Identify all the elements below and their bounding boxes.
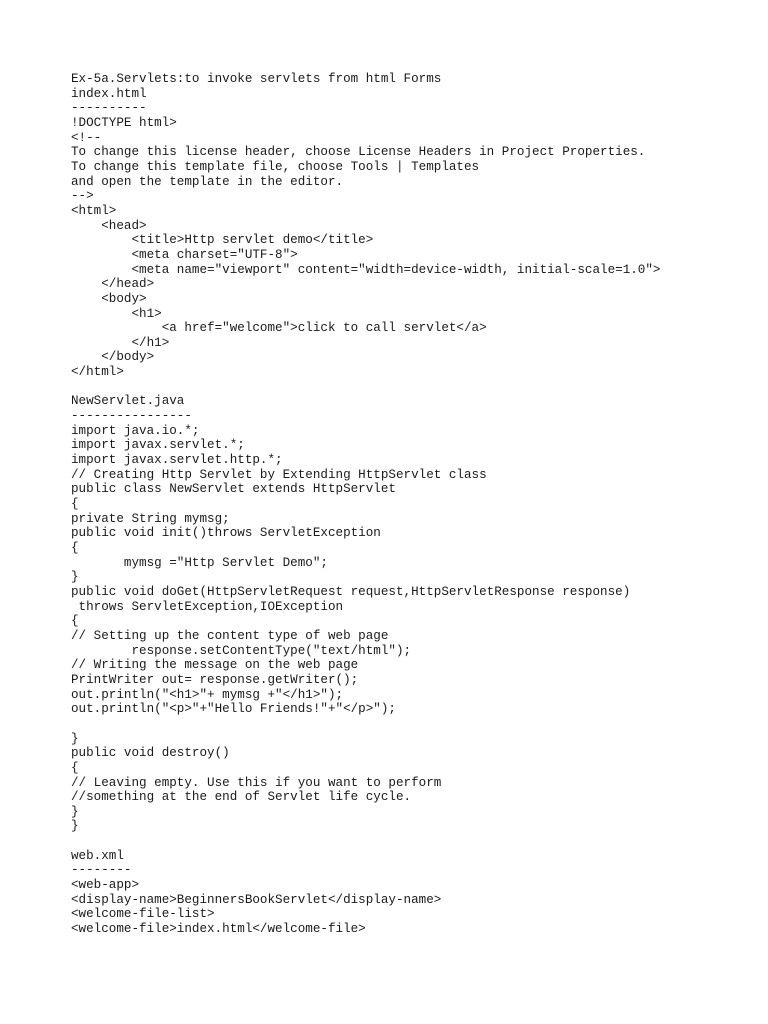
document-line: // Setting up the content type of web page [71, 628, 389, 643]
document-line: import javax.servlet.*; [71, 438, 245, 453]
document-line [71, 834, 751, 849]
document-line: out.println("<p>"+"Hello Friends!"+"</p>"); [71, 702, 396, 717]
document-line [71, 717, 751, 732]
document-line: To change this template file, choose Tools | Templates [71, 159, 480, 174]
document-line: ---------------- [71, 409, 192, 424]
document-line: <body> [71, 291, 147, 306]
document-line: -------- [71, 863, 132, 878]
document-line: <title>Http servlet demo</title> [71, 233, 374, 248]
document-line: mymsg ="Http Servlet Demo"; [71, 555, 328, 570]
document-line: } [71, 819, 79, 834]
document-page [71, 72, 751, 937]
document-line: <a href="welcome">click to call servlet</a> [71, 321, 487, 336]
document-line: Ex-5a.Servlets:to invoke servlets from html Forms [71, 72, 442, 86]
document-line: // Creating Http Servlet by Extending HttpServlet class [71, 467, 487, 482]
document-line: public void destroy() [71, 746, 230, 761]
document-line: <welcome-file>index.html</welcome-file> [71, 922, 366, 937]
document-line: out.println("<h1>"+ mymsg +"</h1>"); [71, 687, 344, 702]
document-line: PrintWriter out= response.getWriter(); [71, 672, 359, 687]
document-line: { [71, 760, 79, 775]
document-line: public class NewServlet extends HttpServlet [71, 482, 396, 497]
document-line: throws ServletException,IOException [71, 599, 344, 614]
document-line: To change this license header, choose License Headers in Project Properties. [71, 145, 646, 160]
document-line: <meta charset="UTF-8"> [71, 247, 298, 262]
document-line: //something at the end of Servlet life cycle. [71, 790, 412, 805]
document-line: </body> [71, 350, 155, 365]
document-line: { [71, 541, 79, 555]
document-line: NewServlet.java [71, 394, 185, 409]
document-line: <h1> [71, 306, 162, 321]
document-line: --> [71, 189, 94, 204]
document-line: { [71, 497, 79, 512]
document-line: // Leaving empty. Use this if you want to perform [71, 775, 442, 790]
document-line: <web-app> [71, 878, 140, 893]
document-line: <html> [71, 203, 117, 218]
document-line: public void init()throws ServletException [71, 526, 381, 541]
document-line: </html> [71, 365, 124, 380]
document-line: private String mymsg; [71, 511, 230, 526]
document-line: <!-- [71, 130, 102, 145]
document-line: web.xml [71, 848, 124, 863]
document-line: ---------- [71, 101, 147, 116]
document-line: index.html [71, 86, 147, 101]
document-line: <welcome-file-list> [71, 907, 215, 922]
document-line: </h1> [71, 335, 170, 350]
document-line: <head> [71, 218, 147, 233]
document-line [71, 380, 751, 395]
document-line: </head> [71, 277, 155, 292]
document-line: } [71, 731, 79, 746]
document-line: } [71, 570, 79, 585]
document-line: and open the template in the editor. [71, 174, 344, 189]
document-line: !DOCTYPE html> [71, 115, 177, 130]
document-line: <display-name>BeginnersBookServlet</display-name> [71, 892, 442, 907]
document-line: import javax.servlet.http.*; [71, 453, 283, 468]
document-line: } [71, 804, 79, 819]
document-line: import java.io.*; [71, 423, 200, 438]
document-line: // Writing the message on the web page [71, 658, 359, 673]
document-line: { [71, 614, 79, 629]
document-line: <meta name="viewport" content="width=device-width, initial-scale=1.0"> [71, 262, 661, 277]
document-line: response.setContentType("text/html"); [71, 643, 412, 658]
document-line: public void doGet(HttpServletRequest request,HttpServletResponse response) [71, 584, 631, 599]
